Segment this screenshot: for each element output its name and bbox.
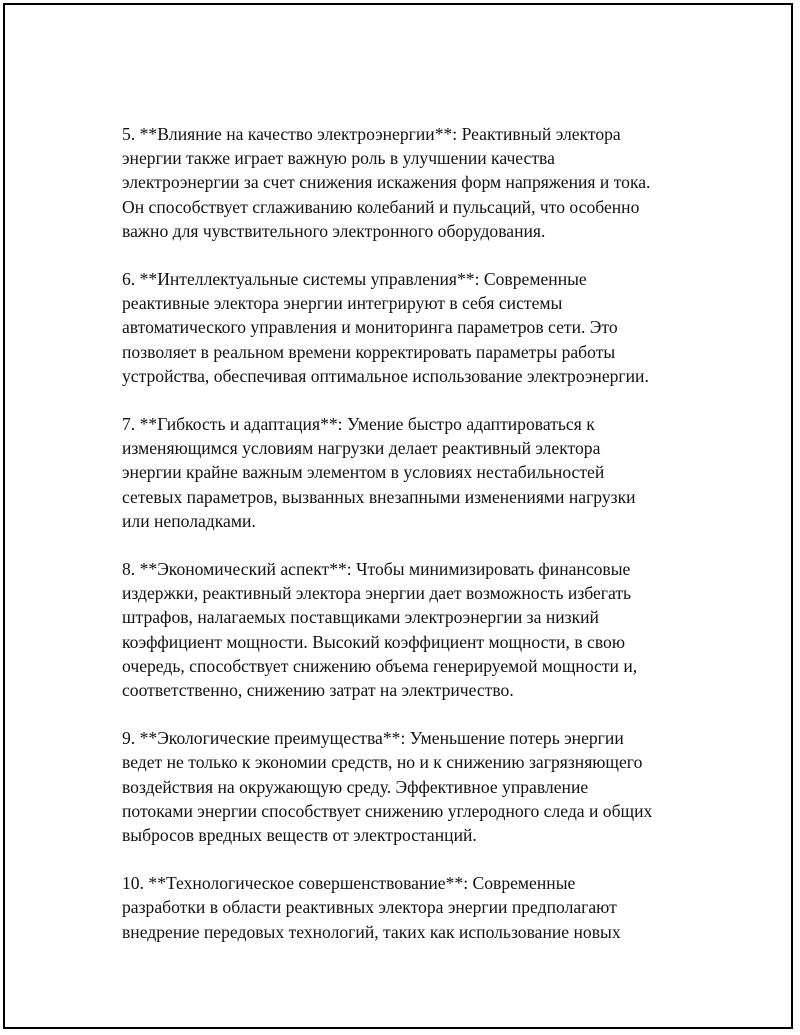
text-line: изменяющимся условиям нагрузки делает реактивный электора: [122, 438, 601, 459]
text-line: 8. **Экономический аспект**: Чтобы минимизировать финансовые: [122, 559, 631, 580]
text-line: энергии также играет важную роль в улучшении качества: [122, 148, 555, 169]
text-line: или неполадками.: [122, 510, 256, 531]
text-line: очередь, способствует снижению объема генерируемой мощности и,: [122, 655, 638, 676]
page-frame: [3, 3, 793, 1029]
text-line: 9. **Экологические преимущества**: Уменьшение потерь энергии: [122, 728, 624, 749]
paragraph-9: [122, 726, 692, 847]
document-body: [122, 122, 692, 968]
paragraph-5: [122, 122, 692, 243]
text-line: коэффициент мощности. Высокий коэффициент мощности, в свою: [122, 631, 625, 652]
text-line: соответственно, снижению затрат на электричество.: [122, 680, 514, 701]
text-line: потоками энергии способствует снижению углеродного следа и общих: [122, 800, 653, 821]
text-line: позволяет в реальном времени корректировать параметры работы: [122, 341, 616, 362]
text-line: 10. **Технологическое совершенствование**: Современные: [122, 873, 576, 894]
text-line: важно для чувствительного электронного оборудования.: [122, 220, 546, 241]
paragraph-8: [122, 557, 692, 702]
text-line: реактивные электора энергии интегрируют в себя системы: [122, 293, 563, 314]
paragraph-10: [122, 871, 692, 944]
text-line: штрафов, налагаемых поставщиками электроэнергии за низкий: [122, 607, 599, 628]
text-line: автоматического управления и мониторинга параметров сети. Это: [122, 317, 618, 338]
text-line: внедрение передовых технологий, таких как использование новых: [122, 921, 621, 942]
paragraph-6: [122, 267, 692, 388]
text-line: 7. **Гибкость и адаптация**: Умение быстро адаптироваться к: [122, 414, 595, 435]
paragraph-7: [122, 412, 692, 533]
text-line: разработки в области реактивных электора энергии предполагают: [122, 897, 617, 918]
text-line: Он способствует сглаживанию колебаний и пульсаций, что особенно: [122, 196, 640, 217]
text-line: издержки, реактивный электора энергии дает возможность избегать: [122, 583, 632, 604]
text-line: электроэнергии за счет снижения искажения форм напряжения и тока.: [122, 172, 651, 193]
text-line: ведет не только к экономии средств, но и к снижению загрязняющего: [122, 752, 643, 773]
text-line: выбросов вредных веществ от электростанций.: [122, 825, 477, 846]
text-line: сетевых параметров, вызванных внезапными изменениями нагрузки: [122, 486, 636, 507]
text-line: 5. **Влияние на качество электроэнергии**: Реактивный электора: [122, 124, 621, 144]
text-line: энергии крайне важным элементом в условиях нестабильностей: [122, 462, 605, 483]
text-line: устройства, обеспечивая оптимальное использование электроэнергии.: [122, 365, 649, 386]
text-line: 6. **Интеллектуальные системы управления**: Современные: [122, 269, 587, 290]
text-line: воздействия на окружающую среду. Эффективное управление: [122, 776, 589, 797]
